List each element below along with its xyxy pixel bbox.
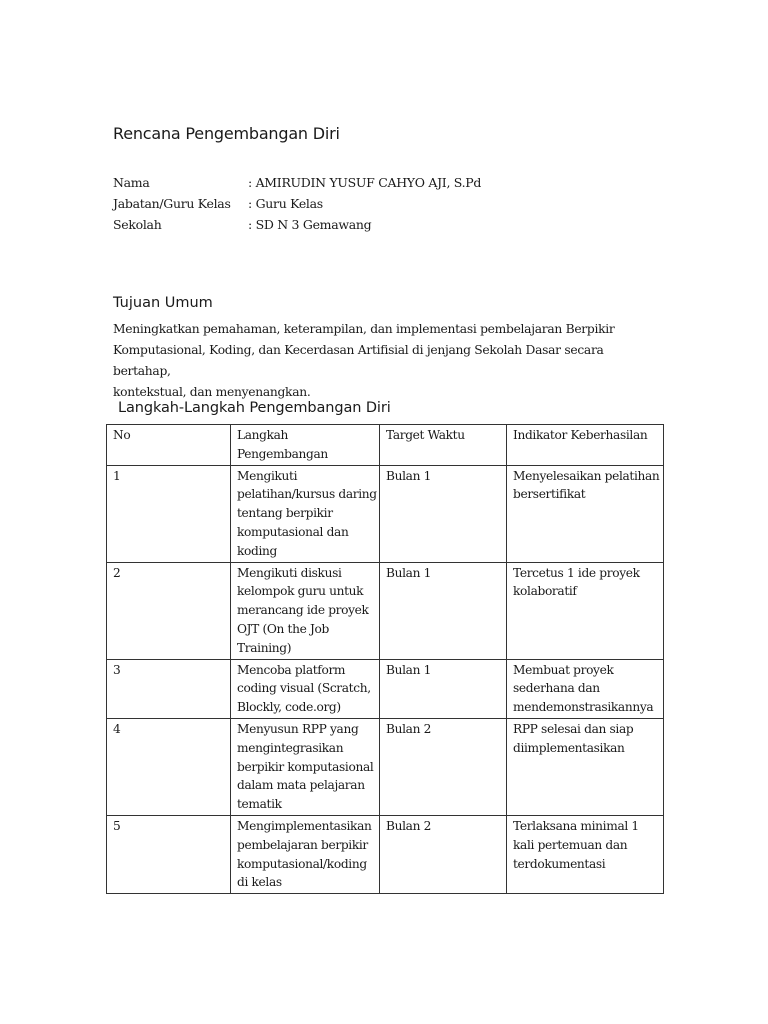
tujuan-paragraph (113, 319, 663, 403)
column-header-indikator: Indikator Keberhasilan (507, 425, 664, 466)
cell-indikator: Menyelesaikan pelatihan bersertifikat (507, 465, 664, 562)
cell-target: Bulan 1 (380, 562, 507, 659)
section-heading-langkah: Langkah-Langkah Pengembangan Diri (118, 400, 391, 416)
column-header-no: No (107, 425, 231, 466)
steps-table (106, 424, 664, 894)
cell-indikator: Membuat proyek sederhana dan mendemonstrasikannya (507, 659, 664, 718)
column-header-langkah: Langkah Pengembangan (231, 425, 380, 466)
identity-label: Nama (113, 175, 150, 190)
cell-target: Bulan 2 (380, 718, 507, 815)
identity-label: Jabatan/Guru Kelas (113, 196, 231, 211)
table-row (107, 815, 664, 893)
cell-no: 5 (107, 815, 231, 893)
cell-target: Bulan 1 (380, 465, 507, 562)
identity-value: : AMIRUDIN YUSUF CAHYO AJI, S.Pd (248, 175, 482, 190)
tujuan-line: Komputasional, Koding, dan Kecerdasan Artifisial di jenjang Sekolah Dasar secara bertahap, (113, 343, 604, 378)
table-row (107, 718, 664, 815)
tujuan-line: Meningkatkan pemahaman, keterampilan, dan implementasi pembelajaran Berpikir (113, 322, 615, 336)
cell-no: 1 (107, 465, 231, 562)
identity-value: : SD N 3 Gemawang (248, 217, 372, 232)
cell-langkah: Mengimplementasikan pembelajaran berpikir komputasional/koding di kelas (231, 815, 380, 893)
column-header-target: Target Waktu (380, 425, 507, 466)
table-row (107, 465, 664, 562)
cell-no: 3 (107, 659, 231, 718)
cell-langkah: Mengikuti diskusi kelompok guru untuk merancang ide proyek OJT (On the Job Training) (231, 562, 380, 659)
cell-no: 2 (107, 562, 231, 659)
identity-label: Sekolah (113, 217, 162, 232)
tujuan-line: kontekstual, dan menyenangkan. (113, 385, 311, 399)
cell-indikator: RPP selesai dan siap diimplementasikan (507, 718, 664, 815)
cell-langkah: Mengikuti pelatihan/kursus daring tentang berpikir komputasional dan koding (231, 465, 380, 562)
identity-value: : Guru Kelas (248, 196, 323, 211)
table-row (107, 562, 664, 659)
cell-langkah: Menyusun RPP yang mengintegrasikan berpikir komputasional dalam mata pelajaran tematik (231, 718, 380, 815)
cell-no: 4 (107, 718, 231, 815)
table-row (107, 659, 664, 718)
table-header-row (107, 425, 664, 466)
cell-indikator: Terlaksana minimal 1 kali pertemuan dan terdokumentasi (507, 815, 664, 893)
cell-target: Bulan 1 (380, 659, 507, 718)
section-heading-tujuan: Tujuan Umum (113, 295, 213, 311)
cell-target: Bulan 2 (380, 815, 507, 893)
document-title: Rencana Pengembangan Diri (113, 124, 340, 143)
cell-langkah: Mencoba platform coding visual (Scratch, Blockly, code.org) (231, 659, 380, 718)
cell-indikator: Tercetus 1 ide proyek kolaboratif (507, 562, 664, 659)
